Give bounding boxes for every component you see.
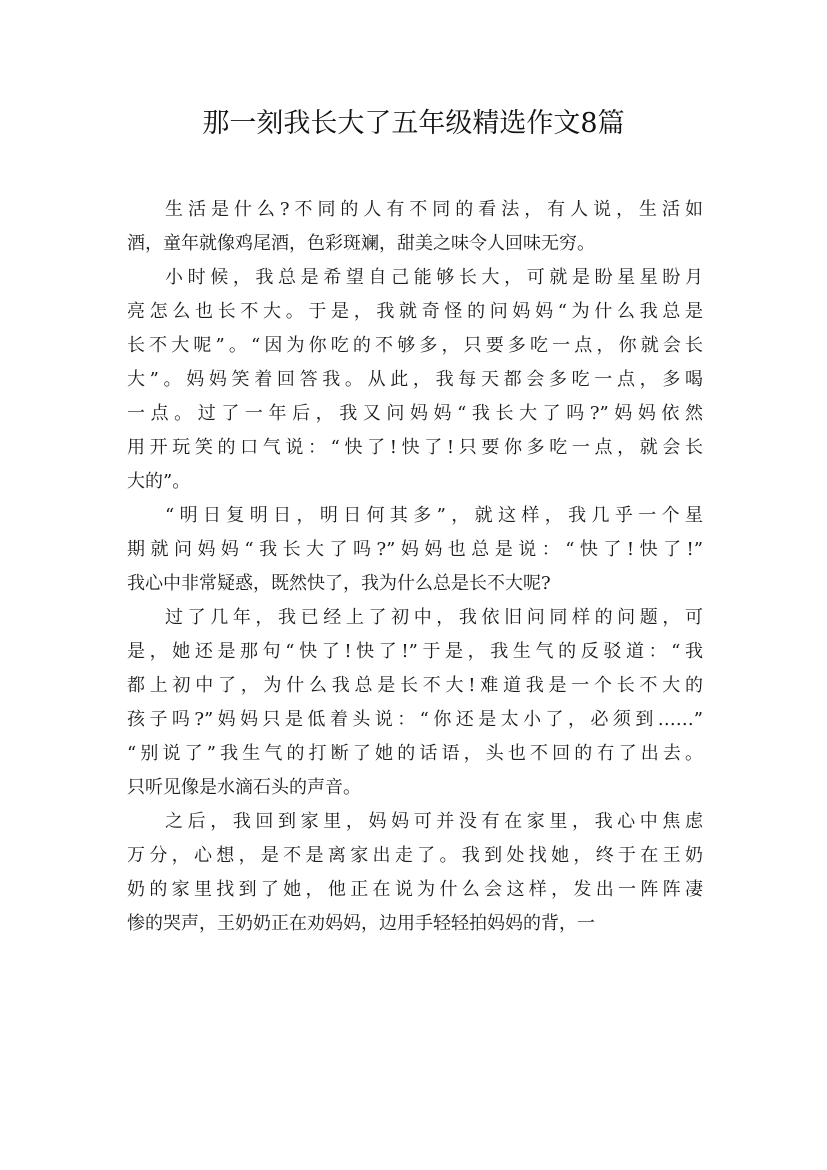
paragraph <box>127 805 703 941</box>
document-body <box>127 193 703 941</box>
paragraph-line: 期就问妈妈“我长大了吗?”妈妈也总是说：“快了!快了!” <box>127 539 703 560</box>
paragraph-line: 都上初中了，为什么我总是长不大!难道我是一个长不大的 <box>127 675 703 696</box>
document-title: 那一刻我长大了五年级精选作文8篇 <box>202 108 625 139</box>
paragraph-line: 我心中非常疑惑，既然快了，我为什么总是长不大呢? <box>127 573 551 594</box>
paragraph-line: “明日复明日，明日何其多”，就这样，我几乎一个星 <box>165 505 703 526</box>
paragraph-line: 孩子吗?”妈妈只是低着头说：“你还是太小了，必须到……” <box>127 709 703 730</box>
paragraph-line: 奶的家里找到了她，他正在说为什么会这样，发出一阵阵凄 <box>127 879 703 900</box>
paragraph-line: 惨的哭声，王奶奶正在劝妈妈，边用手轻轻拍妈妈的背，一 <box>127 913 595 934</box>
paragraph-line: “别说了”我生气的打断了她的话语，头也不回的冇了出去。 <box>127 743 703 764</box>
paragraph-line: 小时候，我总是希望自己能够长大，可就是盼星星盼月 <box>165 267 703 288</box>
paragraph-line: 之后，我回到家里，妈妈可并没有在家里，我心中焦虑 <box>165 811 703 832</box>
paragraph <box>127 193 703 261</box>
paragraph-line: 生活是什么?不同的人有不同的看法，有人说，生活如 <box>165 199 703 220</box>
paragraph <box>127 499 703 601</box>
paragraph-line: 大的”。 <box>127 471 191 492</box>
paragraph-line: 亮怎么也长不大。于是，我就奇怪的问妈妈“为什么我总是 <box>127 301 703 322</box>
paragraph-line: 万分，心想，是不是离家出走了。我到处找她，终于在王奶 <box>127 845 703 866</box>
paragraph-line: 长不大呢”。“因为你吃的不够多，只要多吃一点，你就会长 <box>127 335 703 356</box>
paragraph-line: 酒，童年就像鸡尾酒，色彩斑斓，甜美之味令人回味无穷。 <box>127 233 595 254</box>
paragraph-line: 一点。过了一年后，我又问妈妈“我长大了吗?”妈妈依然 <box>127 403 703 424</box>
paragraph <box>127 601 703 805</box>
paragraph-line: 用开玩笑的口气说：“快了!快了!只要你多吃一点，就会长 <box>127 437 703 458</box>
paragraph-line: 过了几年，我已经上了初中，我依旧问同样的问题，可 <box>165 607 703 628</box>
paragraph-line: 大”。妈妈笑着回答我。从此，我每天都会多吃一点，多喝 <box>127 369 703 390</box>
paragraph-line: 是，她还是那句“快了!快了!”于是，我生气的反驳道：“我 <box>127 641 703 662</box>
paragraph <box>127 261 703 499</box>
paragraph-line: 只听见像是水滴石头的声音。 <box>127 777 361 798</box>
